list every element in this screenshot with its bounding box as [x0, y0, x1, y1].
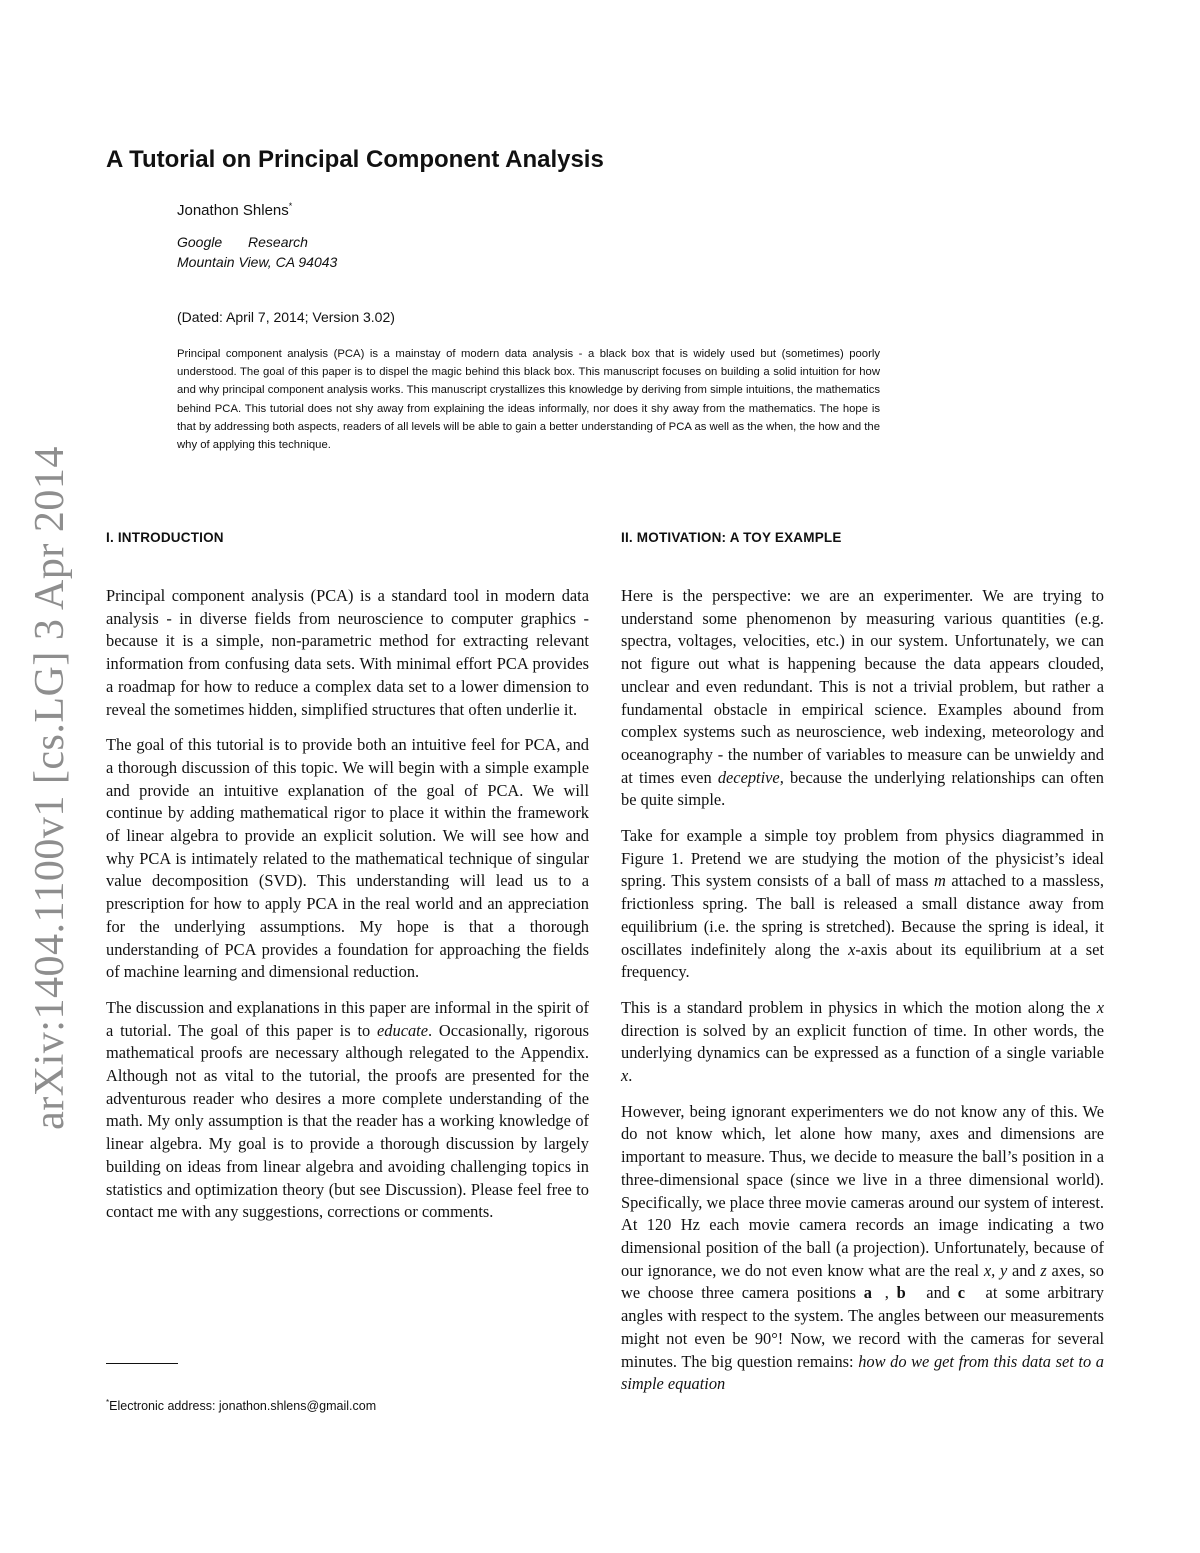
author-name [177, 201, 292, 219]
paper-title: A Tutorial on Principal Component Analysis [106, 146, 604, 173]
text-run: axes, so we choose three camera positions [621, 1260, 1105, 1303]
vector-c: c⃗ [957, 1283, 978, 1303]
footnote-text: Electronic address: jonathon.shlens@gmail.com [109, 1399, 377, 1414]
text-run: direction is solved by an explicit function of time. In other words, the underlying dynamics can be expressed as a function of a single variable [621, 1020, 1104, 1063]
math-variable-x: x [848, 939, 856, 959]
section-heading-introduction: I. INTRODUCTION [106, 530, 224, 545]
dated-version-line: (Dated: April 7, 2014; Version 3.02) [177, 309, 395, 325]
vector-b: b⃗ [896, 1283, 919, 1303]
left-column [106, 528, 589, 1237]
vector-a: a⃗ [863, 1283, 885, 1303]
text-run: and [918, 1283, 958, 1303]
footnote-mark: * [106, 1398, 110, 1407]
text-run: Here is the perspective: we are an experimenter. We are trying to understand some phenomenon by measuring various quantities (e.g. spectra, voltages, velocities, etc.) in our system. Unfortunately, we can not figure out what is happening because the data appears clouded, unclear and even redundant. This is not a trivial problem, but rather a fundamental obstacle in empirical science. Examples abound from complex systems such as neuroscience, web indexing, meteorology and oceanography - the number of variables to measure can be unwieldy and at times even [621, 586, 1104, 787]
arxiv-identifier-stamp: arXiv:1404.1100v1 [cs.LG] 3 Apr 2014 [27, 446, 73, 1130]
text-run: at some arbitrary angles with respect to the system. The angles between our measurements might not even be 90°! Now, we record with the cameras for several minutes. The big question remains: [621, 1283, 1104, 1371]
text-run: , [884, 1283, 897, 1303]
affiliation-organization: Google Research [177, 234, 308, 250]
math-variables-xy: x, y [983, 1260, 1008, 1280]
right-column [621, 528, 1104, 1409]
motivation-paragraph-1 [621, 585, 1104, 812]
text-run: . Occasionally, rigorous mathematical proofs are necessary although relegated to the Appendix. Although not as vital to the tutorial, the proofs are presented for the adventurous reader who desires a more complete understanding of the math. My only assumption is that the reader has a working knowledge of linear algebra. My goal is to provide a thorough discussion by largely building on ideas from linear algebra and avoiding challenging topics in statistics and optimization theory (but see Discussion). Please feel free to contact me with any suggestions, corrections or comments. [106, 1020, 589, 1222]
text-run: and [1007, 1260, 1041, 1280]
intro-paragraph-1: Principal component analysis (PCA) is a standard tool in modern data analysis - in diverse fields from neuroscience to computer graphics - because it is a simple, non-parametric method for extracting relevant information from confusing data sets. With minimal effort PCA provides a roadmap for how to reduce a complex data set to a lower dimension to reveal the sometimes hidden, simplified structures that often underlie it. [106, 586, 589, 719]
math-variable-z: z [1040, 1260, 1047, 1280]
emphasis-deceptive: deceptive [717, 767, 780, 787]
author-name-text: Jonathon Shlens [177, 202, 289, 219]
motivation-paragraph-3 [621, 997, 1104, 1088]
text-run: , because the underlying relationships can often be quite simple. [621, 767, 1104, 810]
text-run: The discussion and explanations in this paper are informal in the spirit of a tutorial. The goal of this paper is to [106, 997, 589, 1040]
footnote [106, 1398, 376, 1413]
math-variable-x: x [621, 1066, 629, 1086]
intro-paragraph-3 [106, 997, 589, 1224]
motivation-paragraph-2 [621, 825, 1104, 984]
text-run: This is a standard problem in physics in which the motion along the [621, 997, 1097, 1017]
text-run: . [628, 1066, 633, 1086]
text-run: Take for example a simple toy problem from physics diagrammed in Figure 1. Pretend we are studying the motion of the physicist’s ideal spring. This system consists of a ball of mass [621, 826, 1104, 891]
author-footnote-mark: * [288, 201, 293, 211]
abstract: Principal component analysis (PCA) is a mainstay of modern data analysis - a black box that is widely used but (sometimes) poorly understood. The goal of this paper is to dispel the magic behind this black box. This manuscript focuses on building a solid intuition for how and why principal component analysis works. This manuscript crystallizes this knowledge by deriving from simple intuitions, the mathematics behind PCA. This tutorial does not shy away from explaining the ideas informally, nor does it shy away from the mathematics. The hope is that by addressing both aspects, readers of all levels will be able to gain a better understanding of PCA as well as the when, the how and the why of applying this technique. [177, 348, 880, 452]
math-variable-m: m [933, 871, 946, 891]
emphasis-big-question: how do we get from this data set to a simple equation [621, 1351, 1104, 1394]
section-heading-motivation: II. MOTIVATION: A TOY EXAMPLE [621, 530, 842, 545]
footnote-divider [106, 1363, 178, 1364]
text-run: -axis about its equilibrium at a set frequency. [621, 939, 1104, 982]
math-variable-x: x [1096, 997, 1104, 1017]
motivation-paragraph-4 [621, 1101, 1104, 1396]
affiliation-location: Mountain View, CA 94043 [177, 254, 338, 270]
intro-paragraph-2: The goal of this tutorial is to provide both an intuitive feel for PCA, and a thorough discussion of this topic. We will begin with a simple example and provide an intuitive explanation of the goal of PCA. We will continue by adding mathematical rigor to place it within the framework of linear algebra to provide an explicit solution. We will see how and why PCA is intimately related to the mathematical technique of singular value decomposition (SVD). This understanding will lead us to a prescription for how to apply PCA in the real world and an appreciation for the underlying assumptions. My hope is that a thorough understanding of PCA provides a foundation for approaching the fields of machine learning and dimensional reduction. [106, 735, 589, 982]
text-run: However, being ignorant experimenters we do not know any of this. We do not know which, let alone how many, axes and dimensions are important to measure. Thus, we decide to measure the ball’s position in a three-dimensional space (since we live in a three dimensional world). Specifically, we place three movie cameras around our system of interest. At 120 Hz each movie camera records an image indicating a two dimensional position of the ball (a projection). Unfortunately, because of our ignorance, we do not even know what are the real [621, 1101, 1104, 1280]
text-run: attached to a massless, frictionless spring. The ball is released a small distance away from equilibrium (i.e. the spring is stretched). Because the spring is ideal, it oscillates indefinitely along the [621, 871, 1104, 959]
emphasis-educate: educate [377, 1020, 428, 1040]
